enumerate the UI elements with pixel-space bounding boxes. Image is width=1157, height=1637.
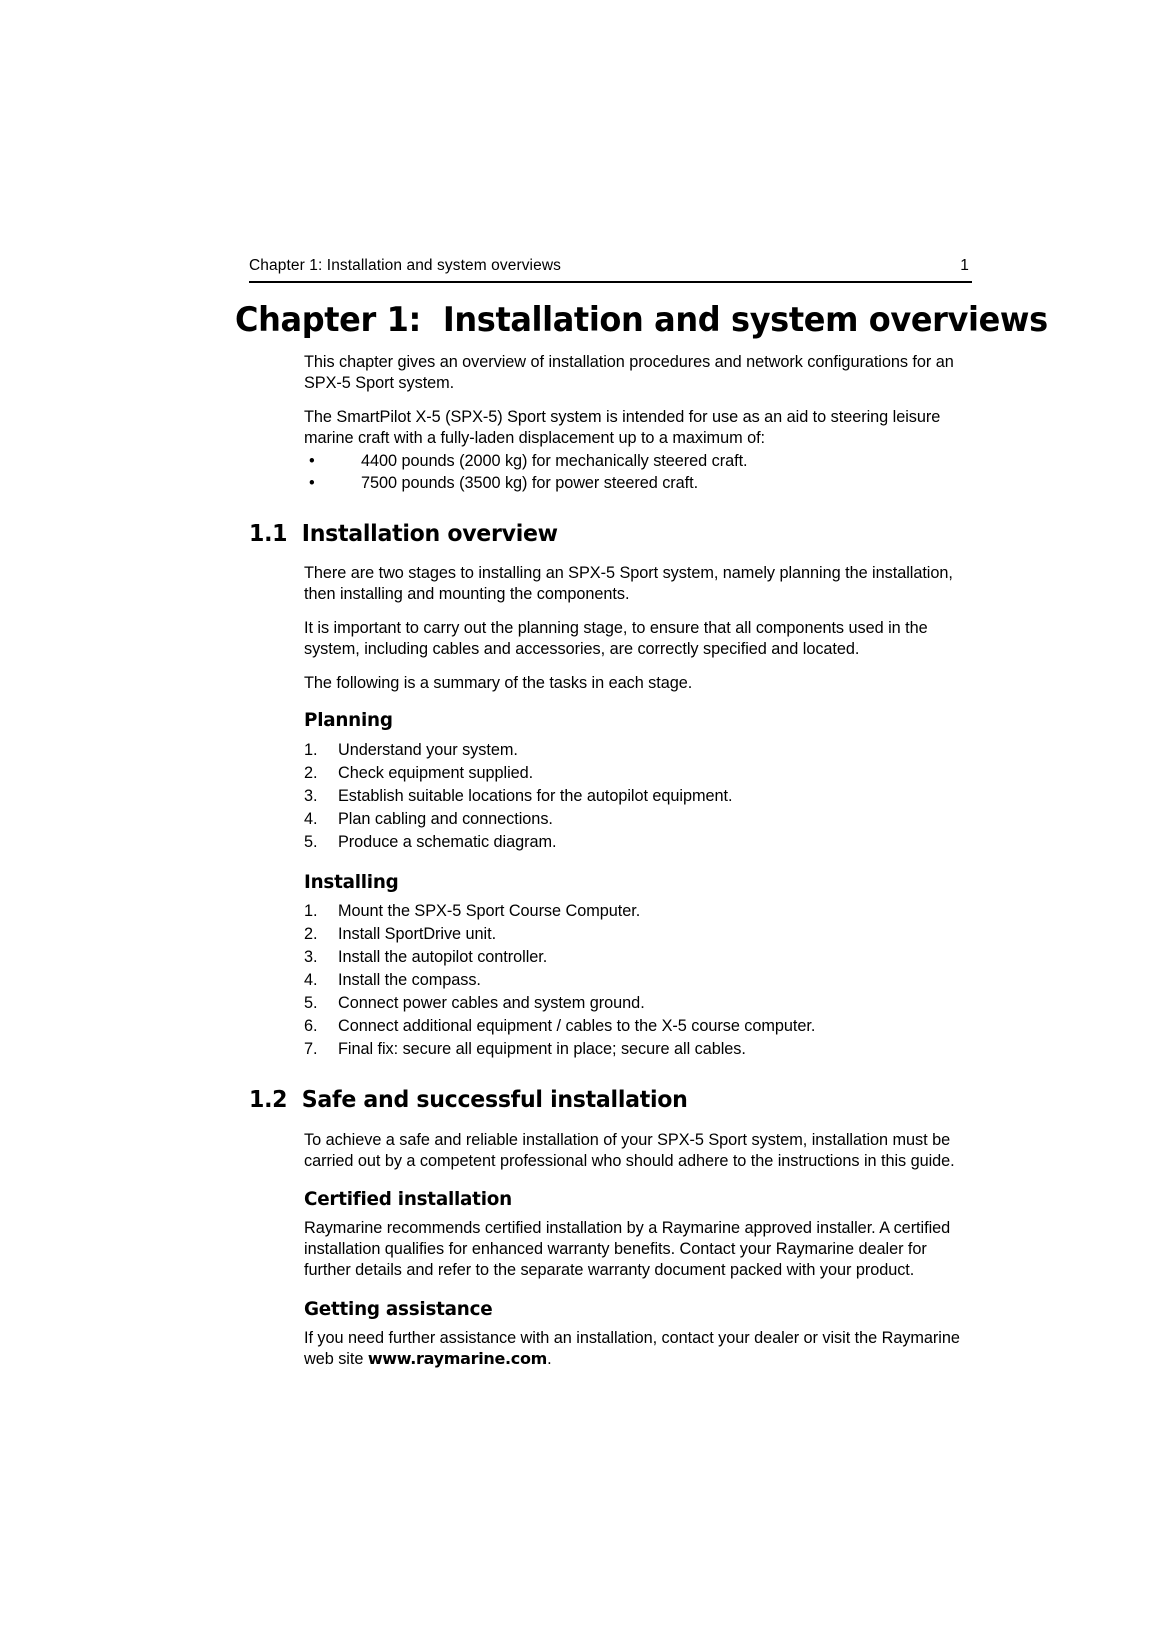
subheading-certified-installation: Certified installation <box>304 1188 512 1211</box>
section-heading-1-1 <box>249 521 943 547</box>
list-item-label: Mount the SPX-5 Sport Course Computer. <box>338 902 641 921</box>
list-item-label: Understand your system. <box>338 740 518 759</box>
list-item-number: 1. <box>304 902 318 921</box>
intro-paragraph-2: The SmartPilot X-5 (SPX-5) Sport system is intended for use as an aid to steering leisure marine craft with a fully-laden displacement up to a maximum of: <box>304 407 941 447</box>
list-item <box>304 785 972 808</box>
list-item-number: 3. <box>304 786 318 805</box>
certified-installation-paragraph: Raymarine recommends certified installation by a Raymarine approved installer. A certified installation qualifies for enhanced warranty benefits. Contact your Raymarine dealer for further details and refer to the separate warranty document packed with your product. <box>304 1219 951 1280</box>
list-item <box>304 808 972 831</box>
list-item-number: 2. <box>304 763 318 782</box>
list-item <box>304 450 972 472</box>
section-title: Safe and successful installation <box>301 1087 688 1114</box>
bullet-icon: • <box>309 451 315 470</box>
list-item <box>304 1038 972 1061</box>
list-item-label: Connect power cables and system ground. <box>338 994 645 1013</box>
installing-steps-list <box>304 900 972 1061</box>
section-paragraph: To achieve a safe and reliable installation of your SPX-5 Sport system, installation must be carried out by a competent professional who should adhere to the instructions in this guide. <box>304 1130 955 1170</box>
chapter-number: Chapter 1: <box>235 299 421 339</box>
list-item-number: 1. <box>304 740 318 759</box>
section-number: 1.1 <box>249 520 288 547</box>
section-paragraph: There are two stages to installing an SPX-5 Sport system, namely planning the installation, then installing and mounting the components. <box>304 564 953 604</box>
subheading-planning: Planning <box>304 708 393 731</box>
list-item-label: Install SportDrive unit. <box>338 925 497 944</box>
section-number: 1.2 <box>249 1087 288 1114</box>
list-item <box>304 946 972 969</box>
subheading-getting-assistance: Getting assistance <box>304 1298 493 1321</box>
list-item <box>304 992 972 1015</box>
list-item-label: Check equipment supplied. <box>338 763 534 782</box>
intro-paragraph-1: This chapter gives an overview of installation procedures and network configurations for an SPX-5 Sport system. <box>304 353 954 393</box>
list-item-number: 7. <box>304 1040 318 1059</box>
list-item-label: Establish suitable locations for the autopilot equipment. <box>338 786 733 805</box>
list-item-number: 2. <box>304 925 318 944</box>
list-item-number: 5. <box>304 832 318 851</box>
list-item-number: 6. <box>304 1017 318 1036</box>
intro-block <box>304 352 972 495</box>
page-content <box>235 257 1048 1383</box>
list-item <box>304 762 972 785</box>
list-item-number: 4. <box>304 971 318 990</box>
section-1-2-body <box>304 1130 972 1370</box>
chapter-title <box>235 299 1048 339</box>
list-item <box>304 831 972 854</box>
list-item <box>304 1015 972 1038</box>
bullet-icon: • <box>309 474 315 493</box>
displacement-bullet-list <box>304 450 972 495</box>
list-item-number: 5. <box>304 994 318 1013</box>
list-item <box>304 969 972 992</box>
raymarine-website-link[interactable]: www.raymarine.com <box>367 1348 548 1368</box>
assistance-tail-text: . <box>547 1349 552 1368</box>
list-item <box>304 923 972 946</box>
running-header <box>249 257 972 281</box>
list-item-number: 3. <box>304 948 318 967</box>
list-item-label: Final fix: secure all equipment in place; secure all cables. <box>338 1040 746 1059</box>
subheading-installing: Installing <box>304 870 399 893</box>
list-item-label: 4400 pounds (2000 kg) for mechanically steered craft. <box>361 451 748 470</box>
getting-assistance-paragraph <box>304 1328 972 1370</box>
assistance-lead-text: If you need further assistance with an installation, contact your dealer or visit the Raymarine web site <box>304 1328 960 1368</box>
list-item <box>304 472 972 494</box>
chapter-title-text: Installation and system overviews <box>442 299 1048 339</box>
page-number: 1 <box>960 257 969 274</box>
section-paragraph: The following is a summary of the tasks in each stage. <box>304 674 693 693</box>
list-item-label: Plan cabling and connections. <box>338 809 553 828</box>
list-item-label: Produce a schematic diagram. <box>338 832 557 851</box>
list-item-label: 7500 pounds (3500 kg) for power steered craft. <box>361 474 699 493</box>
list-item-number: 4. <box>304 809 318 828</box>
header-divider <box>249 281 972 283</box>
section-title: Installation overview <box>301 520 558 547</box>
section-heading-1-2 <box>249 1087 943 1113</box>
list-item-label: Connect additional equipment / cables to the X-5 course computer. <box>338 1017 816 1036</box>
section-1-1-body <box>304 563 972 1061</box>
list-item <box>304 900 972 923</box>
running-header-title: Chapter 1: Installation and system overviews <box>249 257 561 274</box>
section-paragraph: It is important to carry out the planning stage, to ensure that all components used in the system, including cables and accessories, are correctly specified and located. <box>304 619 928 659</box>
list-item <box>304 739 972 762</box>
list-item-label: Install the compass. <box>338 971 481 990</box>
list-item-label: Install the autopilot controller. <box>338 948 548 967</box>
planning-steps-list <box>304 739 972 854</box>
